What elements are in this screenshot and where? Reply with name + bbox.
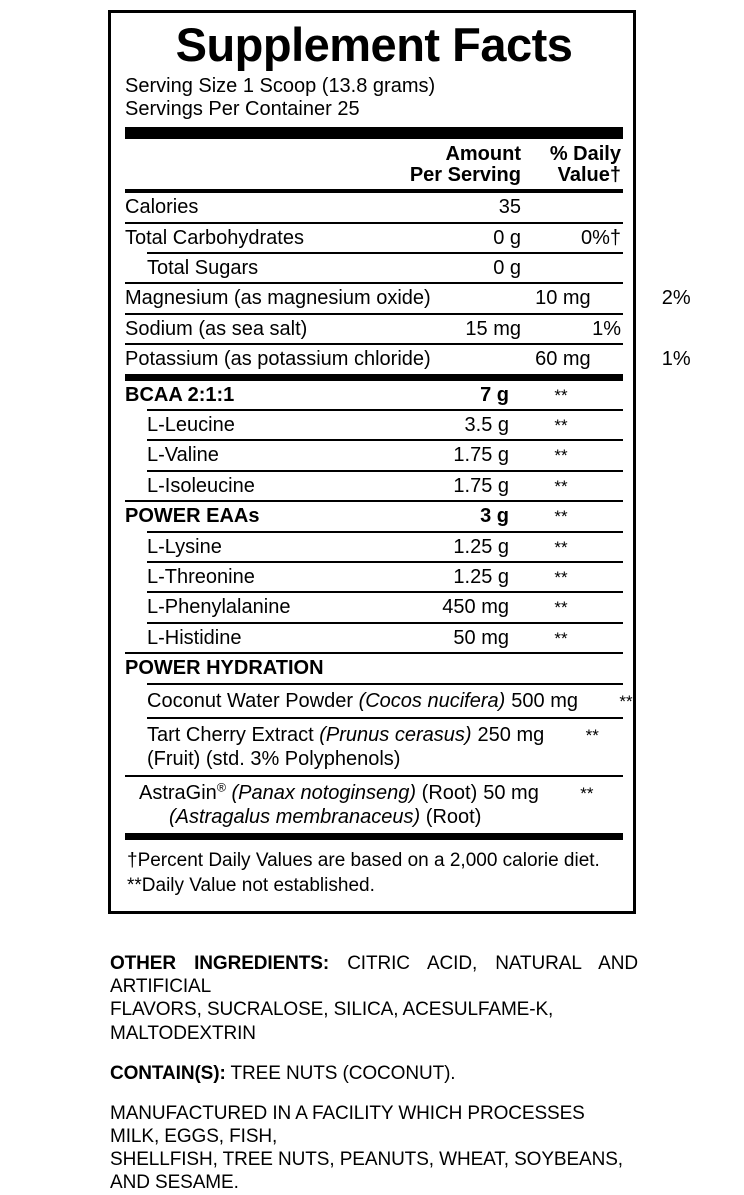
nutrient-name: Coconut Water Powder (147, 689, 354, 712)
nutrient-name: Sodium (as sea salt) (125, 317, 308, 340)
nutrient-row-l-leucine (125, 411, 623, 439)
other-ingredients-block (110, 952, 638, 1045)
manufactured-block (110, 1102, 638, 1195)
nutrient-row-magnesium (125, 284, 691, 312)
column-header-row (125, 139, 623, 189)
nutrient-daily-value: ** (554, 446, 568, 466)
other-ingredients-label: OTHER INGREDIENTS: (110, 953, 330, 974)
nutrient-amount: 3 g (480, 505, 509, 528)
nutrient-daily-value: 2% (661, 287, 691, 310)
nutrient-row-total-carbohydrates (125, 224, 623, 252)
plant-part: (Root) (421, 781, 478, 804)
manufactured-line2: SHELLFISH, TREE NUTS, PEANUTS, WHEAT, SOYBEANS, AND SESAME. (110, 1149, 623, 1194)
nutrient-amount: 250 mg (477, 723, 545, 746)
nutrient-row-l-isoleucine (125, 472, 623, 500)
amount-per-serving-header (361, 144, 525, 186)
botanical-name: (Cocos nucifera) (358, 689, 506, 712)
nutrient-daily-value: 1% (592, 317, 621, 340)
nutrient-amount: 50 mg (483, 781, 539, 804)
botanical-name: (Prunus cerasus) (319, 723, 472, 746)
botanical-name: (Astragalus membranaceus) (169, 805, 421, 828)
registered-trademark-icon: ® (216, 779, 226, 794)
nutrient-name: L-Valine (147, 444, 219, 467)
nutrient-name: Potassium (as potassium chloride) (125, 348, 431, 371)
nutrient-name: POWER EAAs (125, 505, 260, 528)
nutrient-name: L-Lysine (147, 535, 222, 558)
nutrient-daily-value: 1% (661, 348, 691, 371)
nutrient-row-l-lysine (125, 533, 623, 561)
nutrient-name: Tart Cherry Extract (147, 723, 314, 746)
dv-header-line1: % Daily (549, 143, 621, 166)
nutrient-row-sodium (125, 315, 623, 343)
nutrient-daily-value: ** (585, 725, 599, 745)
supplement-facts-panel (108, 10, 691, 914)
other-ingredients-text-1: CITRIC ACID, NATURAL AND ARTIFICIAL (110, 953, 638, 998)
nutrient-daily-value: ** (554, 568, 568, 587)
nutrient-daily-value: ** (580, 783, 594, 803)
nutrient-row-potassium (125, 345, 691, 373)
nutrient-row-l-phenylalanine (125, 593, 623, 621)
ingredient-statements (110, 952, 638, 1195)
nutrient-row-power-eaas (125, 502, 623, 530)
nutrient-name: Total Sugars (147, 257, 259, 280)
nutrient-daily-value: ** (554, 537, 568, 557)
botanical-name: (Panax notoginseng) (231, 781, 417, 804)
nutrient-daily-value: ** (554, 628, 568, 648)
other-ingredients-line2: FLAVORS, SUCRALOSE, SILICA, ACESULFAME-K, MALTODEXTRIN (110, 999, 554, 1044)
dv-header-line2: Value† (557, 164, 621, 187)
manufactured-line1: MANUFACTURED IN A FACILITY WHICH PROCESSES MILK, EGGS, FISH, (110, 1102, 585, 1148)
nutrient-row-astragin (125, 777, 623, 833)
tart-cherry-line (147, 723, 472, 747)
nutrient-daily-value: ** (554, 598, 568, 618)
nutrient-amount: 7 g (480, 383, 509, 406)
contains-line (110, 1062, 638, 1085)
nutrient-row-tart-cherry-extract (125, 719, 623, 775)
contains-text: TREE NUTS (COCONUT). (230, 1062, 456, 1084)
nutrient-amount: 450 mg (442, 596, 509, 619)
servings-per-container-text: Servings Per Container 25 (125, 98, 360, 121)
nutrient-amount: 15 mg (465, 317, 521, 340)
nutrient-daily-value: ** (554, 476, 568, 496)
nutrient-name: Calories (125, 196, 199, 219)
nutrient-detail: (Fruit) (std. 3% Polyphenols) (147, 747, 401, 770)
nutrient-row-bcaa (125, 381, 623, 409)
footnote-daily-values: †Percent Daily Values are based on a 2,000 calorie diet. (127, 849, 600, 871)
divider-bar-before-bcaa (125, 374, 623, 381)
nutrient-row-coconut-water-powder (125, 685, 633, 717)
nutrient-name: BCAA 2:1:1 (125, 383, 235, 406)
nutrient-amount: 50 mg (453, 626, 509, 649)
astragin-second-botanical (139, 805, 623, 829)
nutrient-amount: 0 g (493, 257, 521, 280)
nutrient-daily-value: ** (554, 416, 568, 436)
plant-part: (Root) (425, 805, 482, 828)
amount-header-line1: Amount (445, 143, 521, 166)
nutrient-row-l-histidine (125, 624, 623, 652)
nutrient-amount: 1.75 g (453, 474, 509, 497)
daily-value-header (525, 144, 623, 186)
nutrient-amount: 1.75 g (453, 444, 509, 467)
nutrient-amount: 10 mg (535, 287, 591, 310)
other-ingredients-line1 (110, 952, 638, 998)
nutrient-name: Total Carbohydrates (125, 226, 304, 249)
footnotes (125, 840, 623, 901)
coconut-water-line (147, 689, 505, 713)
nutrient-name: AstraGin (139, 781, 217, 804)
nutrient-name: Magnesium (as magnesium oxide) (125, 287, 431, 310)
nutrient-amount: 500 mg (511, 689, 579, 712)
footnote-not-established: **Daily Value not established. (127, 875, 375, 897)
nutrient-amount: 1.25 g (453, 566, 509, 588)
nutrient-daily-value: ** (554, 385, 568, 405)
nutrient-row-calories (125, 193, 623, 221)
nutrient-daily-value: 0%† (580, 226, 621, 249)
nutrient-row-total-sugars (125, 254, 623, 282)
amount-header-line2: Per Serving (409, 164, 521, 187)
nutrient-amount: 1.25 g (453, 535, 509, 558)
nutrient-name: L-Histidine (147, 626, 242, 649)
nutrient-amount: 3.5 g (464, 414, 509, 437)
divider-bar-before-footnotes (125, 833, 623, 840)
nutrient-amount: 35 (498, 196, 521, 219)
nutrient-name: L-Isoleucine (147, 474, 255, 497)
nutrient-name: L-Leucine (147, 414, 235, 437)
nutrient-name: POWER HYDRATION (125, 657, 324, 680)
nutrient-name: L-Threonine (147, 566, 255, 588)
serving-size-text: Serving Size 1 Scoop (13.8 grams) (125, 74, 436, 97)
nutrient-row-l-threonine (125, 563, 623, 591)
nutrient-row-power-hydration (125, 654, 623, 682)
astragin-line (139, 781, 477, 805)
divider-bar-thick-top (125, 127, 623, 139)
nutrient-daily-value: ** (619, 691, 633, 711)
nutrient-row-l-valine (125, 441, 623, 469)
nutrient-amount: 0 g (493, 226, 521, 249)
nutrient-name: L-Phenylalanine (147, 596, 291, 619)
contains-label: CONTAIN(S): (110, 1062, 226, 1084)
panel-title: Supplement Facts (175, 18, 573, 71)
nutrient-daily-value: ** (554, 507, 568, 527)
contains-block (110, 1062, 638, 1085)
nutrient-amount: 60 mg (535, 348, 591, 371)
